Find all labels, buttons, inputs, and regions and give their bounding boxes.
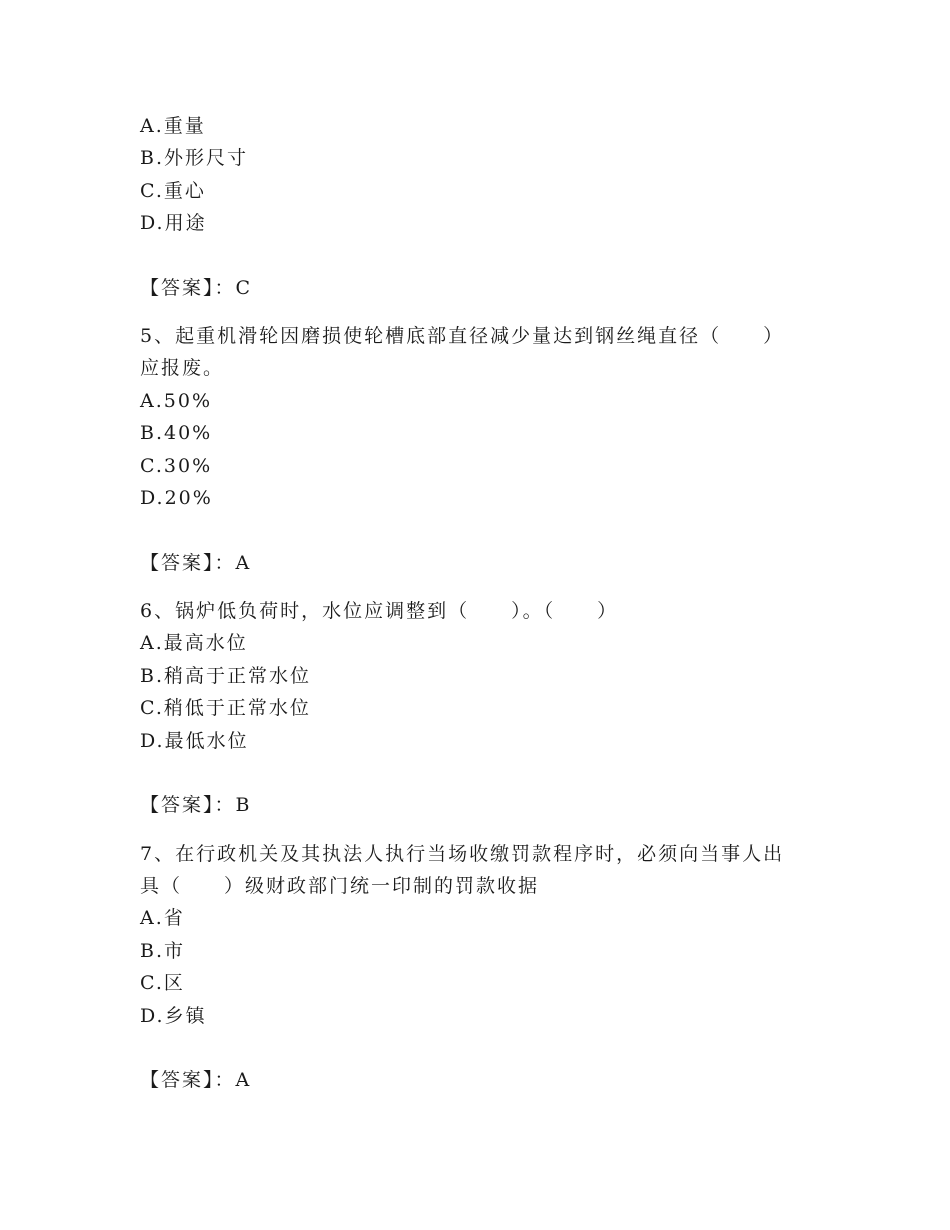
q6-option-a: A.最高水位 (140, 632, 248, 654)
question-7-stem: 7、在行政机关及其执法人执行当场收缴罚款程序时，必须向当事人出 (140, 843, 785, 865)
question-5-stem-cont: 应报废。 (140, 357, 225, 379)
question-7-stem-cont: 具（ ）级财政部门统一印制的罚款收据 (140, 875, 540, 897)
q7-option-b: B.市 (140, 940, 186, 962)
q5-answer: 【答案】：A (140, 552, 252, 574)
answer-line: 【答案】：C (140, 277, 253, 299)
q5-option-c: C.30% (140, 455, 213, 477)
q7-option-c: C.区 (140, 972, 185, 994)
option-b: B.外形尺寸 (140, 147, 249, 169)
q5-option-a: A.50% (140, 390, 212, 412)
question-6-stem: 6、锅炉低负荷时，水位应调整到（ ）。（ ） (140, 600, 619, 622)
q7-option-d: D.乡镇 (140, 1005, 207, 1027)
q5-option-d: D.20% (140, 487, 213, 509)
q5-option-b: B.40% (140, 422, 213, 444)
q6-option-d: D.最低水位 (140, 730, 249, 752)
q7-answer: 【答案】：A (140, 1069, 252, 1091)
question-5-stem: 5、起重机滑轮因磨损使轮槽底部直径减少量达到钢丝绳直径（ ） (140, 325, 785, 347)
option-d: D.用途 (140, 212, 207, 234)
q6-option-c: C.稍低于正常水位 (140, 697, 311, 719)
q7-option-a: A.省 (140, 907, 185, 929)
q6-option-b: B.稍高于正常水位 (140, 665, 312, 687)
option-a: A.重量 (140, 115, 206, 137)
option-c: C.重心 (140, 180, 206, 202)
q6-answer: 【答案】：B (140, 794, 252, 816)
